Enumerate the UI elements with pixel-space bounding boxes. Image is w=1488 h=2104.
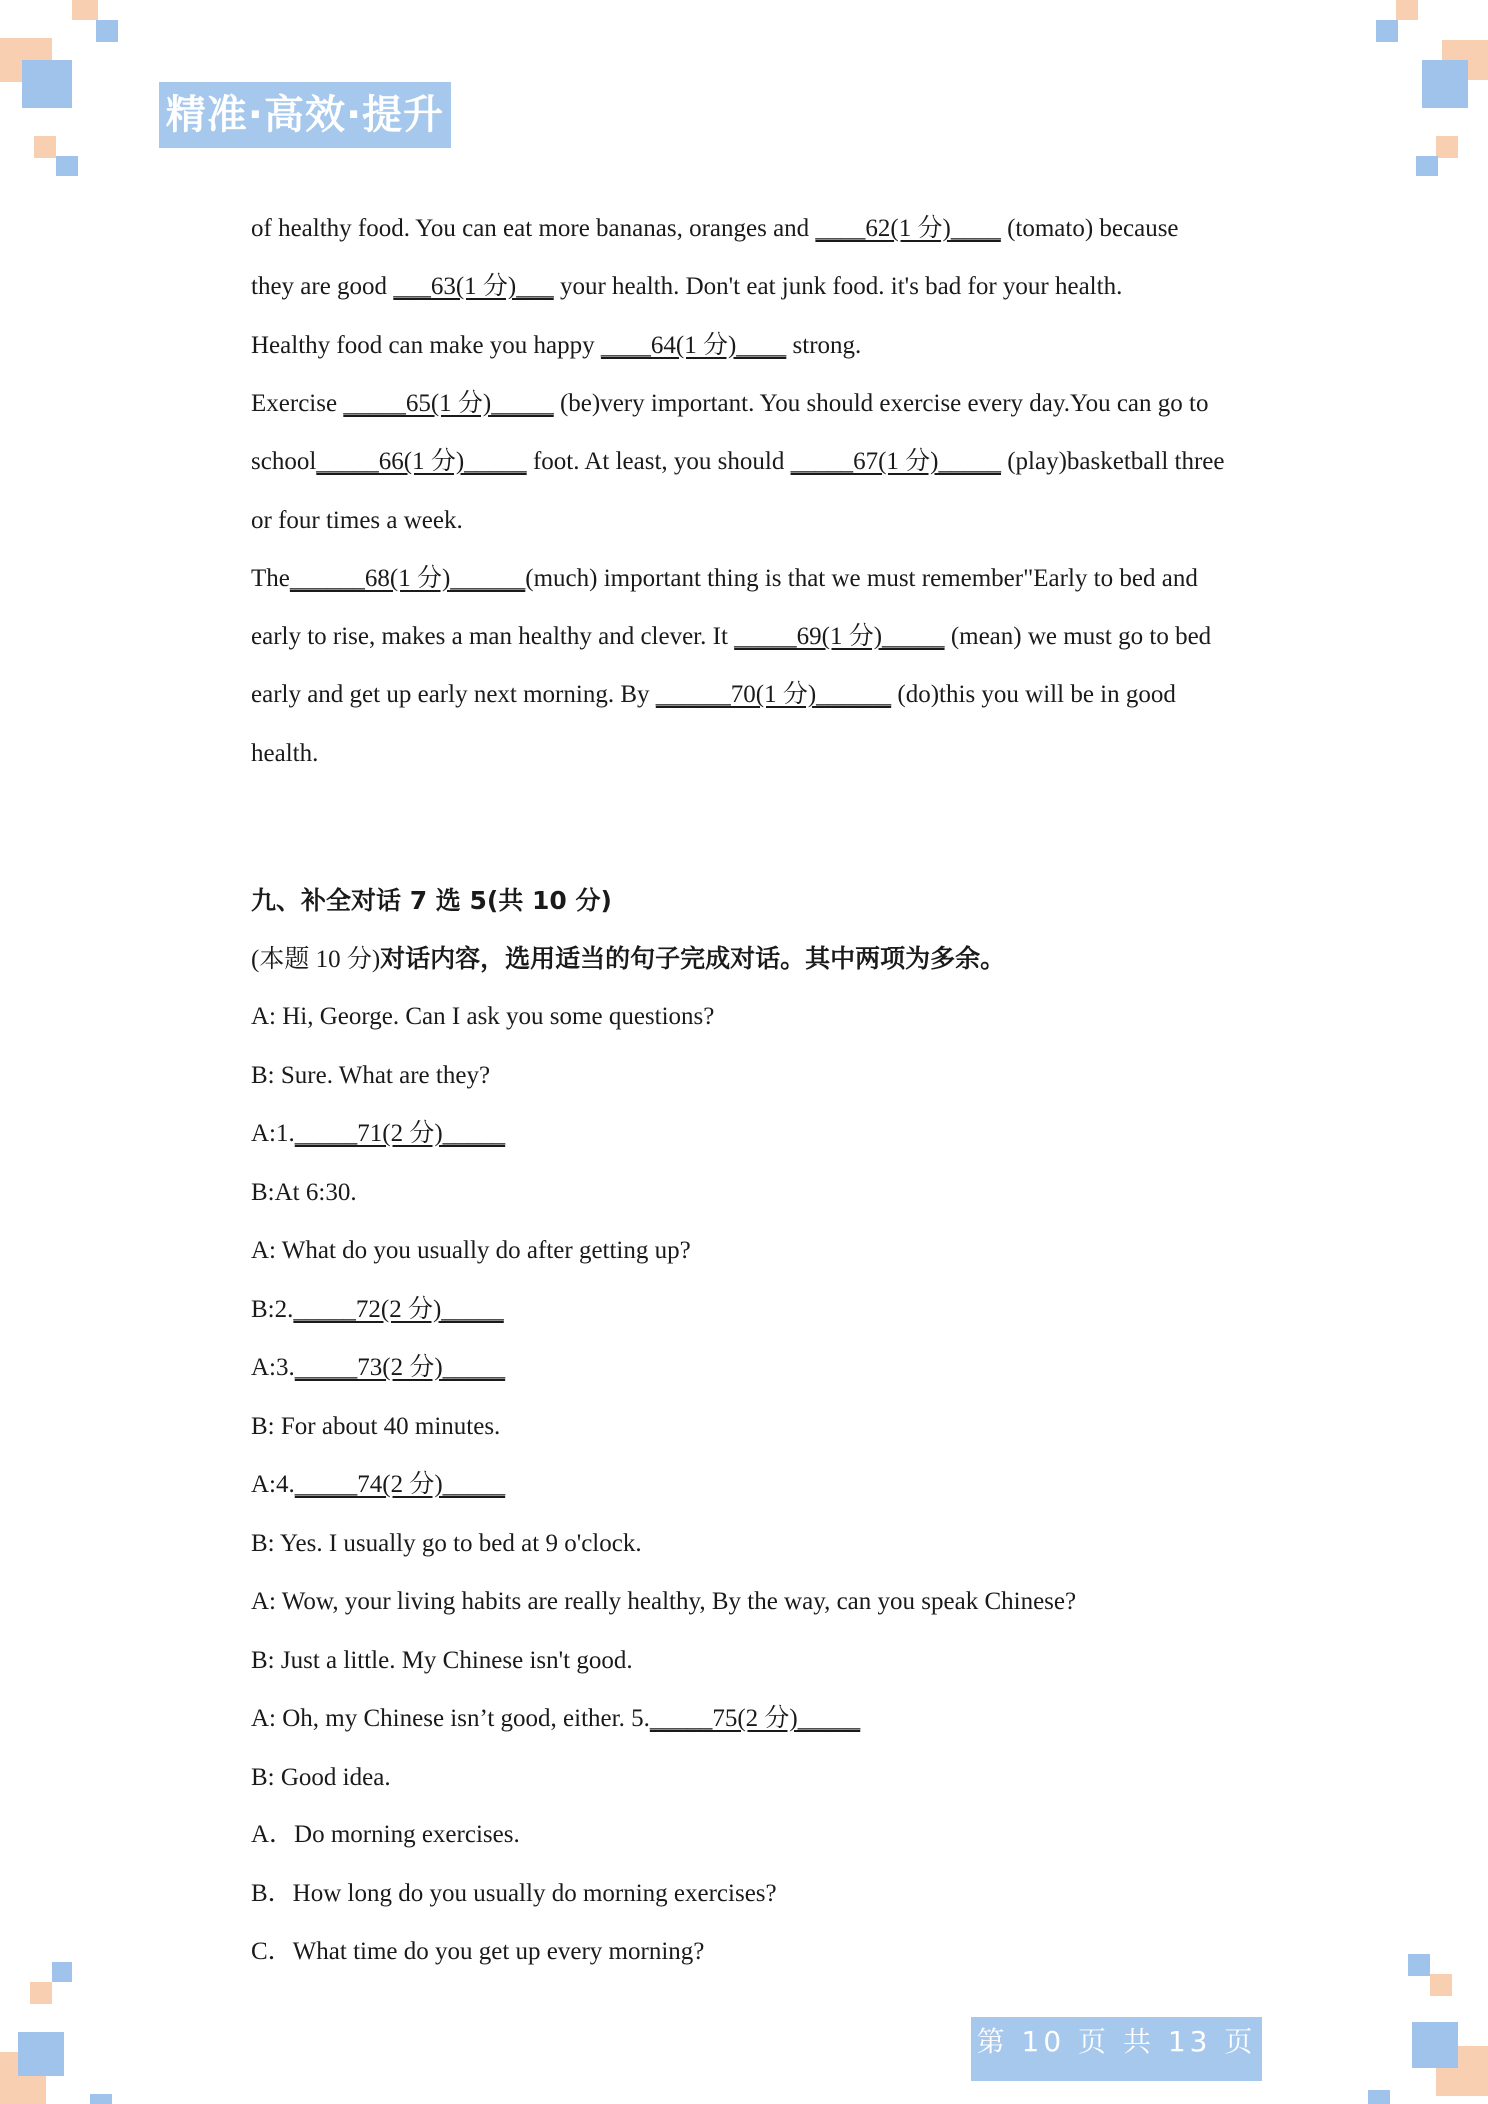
text-segment: they are good bbox=[251, 273, 394, 301]
answer-blank: ____62(1 分)____ bbox=[815, 215, 1001, 242]
answer-blank: ______70(1 分)______ bbox=[655, 681, 892, 709]
dialogue-line bbox=[251, 1646, 633, 1676]
text-segment: or four times a week. bbox=[251, 506, 463, 534]
dialogue-line bbox=[251, 1704, 860, 1734]
answer-blank: _____72(2 分)_____ bbox=[293, 1295, 504, 1323]
text-segment: (be)very important. You should exercise every day.You can go to bbox=[553, 389, 1209, 417]
answer-blank: ____64(1 分)____ bbox=[600, 331, 787, 359]
decor-square bbox=[56, 156, 78, 176]
answer-blank: _____73(2 分)_____ bbox=[294, 1354, 506, 1381]
text-segment: A:1. bbox=[251, 1120, 295, 1147]
text-segment: Healthy food can make you happy bbox=[251, 331, 601, 359]
banner-title: 精准·高效·提升 bbox=[165, 92, 445, 138]
text-segment: A: Hi, George. Can I ask you some questions? bbox=[251, 1003, 715, 1030]
text-segment: A:4. bbox=[251, 1471, 295, 1498]
passage-line bbox=[251, 389, 1208, 419]
answer-blank: ______68(1 分)______ bbox=[289, 564, 526, 592]
text-segment: B: Yes. I usually go to bed at 9 o'clock. bbox=[251, 1529, 642, 1557]
text-segment: C．What time do you get up every morning? bbox=[251, 1938, 705, 1965]
text-segment: B．How long do you usually do morning exercises? bbox=[251, 1879, 777, 1907]
dialogue-line bbox=[251, 1236, 691, 1266]
decor-square bbox=[1422, 60, 1468, 108]
section-instruction bbox=[251, 944, 1005, 975]
passage-line bbox=[251, 506, 463, 536]
text-segment: The bbox=[251, 564, 290, 592]
dialogue-line bbox=[251, 1412, 500, 1442]
text-segment: A:3. bbox=[251, 1354, 295, 1381]
text-segment: strong. bbox=[786, 331, 862, 359]
answer-blank: ___63(1 分)___ bbox=[393, 273, 554, 301]
passage-line bbox=[251, 447, 1225, 477]
decor-square bbox=[1412, 2022, 1458, 2068]
section-heading bbox=[251, 886, 612, 916]
page-label: 第 10 页 共 13 页 bbox=[976, 2025, 1257, 2058]
passage-line bbox=[251, 214, 1179, 244]
passage-line bbox=[251, 564, 1198, 594]
text-segment: A: What do you usually do after getting up? bbox=[251, 1237, 691, 1264]
decor-square bbox=[52, 1962, 72, 1982]
decor-square bbox=[34, 136, 56, 158]
text-segment: Exercise bbox=[251, 389, 344, 417]
answer-blank: _____69(1 分)_____ bbox=[734, 623, 945, 651]
text-segment: B: Just a little. My Chinese isn't good. bbox=[251, 1646, 633, 1674]
header-banner bbox=[159, 82, 451, 148]
page-indicator bbox=[971, 2017, 1262, 2081]
text-segment: (do)this you will be in good bbox=[891, 681, 1176, 709]
decor-square bbox=[1430, 1974, 1452, 1996]
text-segment: B: Sure. What are they? bbox=[251, 1061, 491, 1089]
text-segment: health. bbox=[251, 739, 319, 767]
decor-square bbox=[30, 1982, 52, 2004]
text-segment: B:2. bbox=[251, 1295, 294, 1323]
decor-square bbox=[22, 60, 72, 108]
text-segment: early and get up early next morning. By bbox=[251, 681, 656, 709]
text-segment: your health. Don't eat junk food. it's bad for your health. bbox=[553, 273, 1123, 301]
answer-blank: _____75(2 分)_____ bbox=[649, 1705, 861, 1732]
answer-blank: _____67(1 分)_____ bbox=[790, 448, 1001, 476]
dialogue-line bbox=[251, 1470, 505, 1500]
option-line bbox=[251, 1879, 777, 1909]
text-segment: B: Good idea. bbox=[251, 1763, 391, 1791]
instruction-text: 对话内容，选用适当的句子完成对话。其中两项为多余。 bbox=[380, 944, 1006, 973]
text-segment: (play)basketball three bbox=[1000, 448, 1225, 476]
decor-square bbox=[1416, 156, 1438, 176]
dialogue-line bbox=[251, 1002, 714, 1032]
dialogue-line bbox=[251, 1353, 505, 1383]
dialogue-line bbox=[251, 1119, 505, 1149]
dialogue-line bbox=[251, 1295, 504, 1325]
dialogue-line bbox=[251, 1529, 642, 1559]
dialogue-line bbox=[251, 1061, 490, 1091]
passage-line bbox=[251, 622, 1211, 652]
decor-square bbox=[1376, 20, 1398, 42]
text-segment: early to rise, makes a man healthy and clever. It bbox=[251, 623, 735, 651]
text-segment: (tomato) because bbox=[1000, 215, 1179, 242]
passage-line bbox=[251, 680, 1176, 710]
instruction-prefix: (本题 10 分) bbox=[251, 946, 381, 973]
text-segment: A: Wow, your living habits are really healthy, By the way, can you speak Chinese? bbox=[251, 1588, 1077, 1615]
passage-line bbox=[251, 739, 318, 769]
text-segment: B:At 6:30. bbox=[251, 1178, 357, 1206]
text-segment: (much) important thing is that we must remember"Early to bed and bbox=[525, 564, 1198, 592]
decor-square bbox=[18, 2032, 64, 2076]
decor-square bbox=[72, 0, 98, 20]
decor-square bbox=[1408, 1954, 1430, 1976]
text-segment: of healthy food. You can eat more bananas, oranges and bbox=[251, 215, 816, 242]
passage-line bbox=[251, 331, 861, 361]
answer-blank: _____66(1 分)_____ bbox=[316, 448, 527, 476]
answer-blank: _____74(2 分)_____ bbox=[294, 1471, 506, 1498]
decor-square bbox=[1396, 0, 1418, 20]
passage-line bbox=[251, 272, 1122, 302]
text-segment: (mean) we must go to bed bbox=[944, 623, 1212, 651]
text-segment: foot. At least, you should bbox=[526, 448, 791, 476]
text-segment: B: For about 40 minutes. bbox=[251, 1412, 501, 1440]
text-segment: A．Do morning exercises. bbox=[251, 1821, 520, 1848]
decor-square bbox=[96, 20, 118, 42]
decor-square bbox=[1368, 2090, 1390, 2104]
option-line bbox=[251, 1937, 704, 1967]
answer-blank: _____71(2 分)_____ bbox=[294, 1120, 506, 1147]
dialogue-line bbox=[251, 1763, 391, 1793]
decor-square bbox=[1436, 136, 1458, 158]
section-heading-text: 九、补全对话 7 选 5(共 10 分) bbox=[251, 886, 612, 915]
answer-blank: _____65(1 分)_____ bbox=[343, 389, 554, 417]
dialogue-line bbox=[251, 1587, 1076, 1617]
option-line bbox=[251, 1820, 520, 1850]
text-segment: school bbox=[251, 448, 317, 476]
dialogue-line bbox=[251, 1178, 357, 1208]
decor-square bbox=[90, 2094, 112, 2104]
text-segment: A: Oh, my Chinese isn’t good, either. 5. bbox=[251, 1705, 650, 1732]
